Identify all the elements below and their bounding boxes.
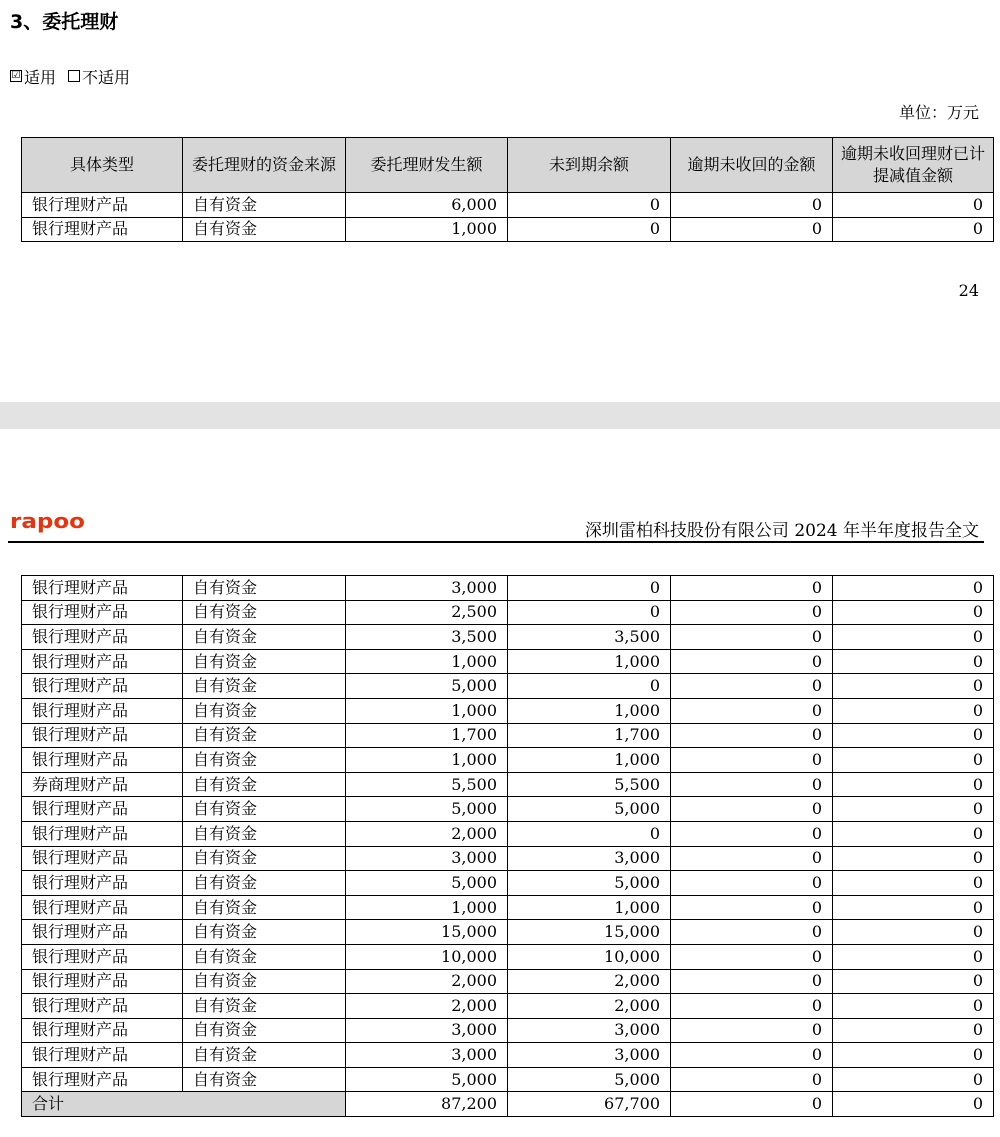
header-fund-source: 委托理财的资金来源 [183,138,346,193]
applicability-options [10,65,142,88]
cell-amount: 1,000 [346,217,508,242]
table-row [22,625,994,650]
cell-unexpired-balance: 0 [508,193,671,218]
cell-amount: 6,000 [346,193,508,218]
cell-overdue-amount: 0 [671,944,833,969]
cell-unexpired-balance: 1,000 [508,895,671,920]
cell-amount: 2,000 [346,821,508,846]
total-unexpired-balance: 67,700 [508,1092,671,1117]
cell-overdue-amount: 0 [671,969,833,994]
cell-type: 银行理财产品 [22,895,183,920]
table-row [22,576,994,601]
cell-unexpired-balance: 5,000 [508,871,671,896]
cell-fund-source: 自有资金 [183,625,346,650]
table-row [22,772,994,797]
cell-type: 银行理财产品 [22,944,183,969]
cell-fund-source: 自有资金 [183,994,346,1019]
cell-unexpired-balance: 0 [508,821,671,846]
cell-unexpired-balance: 3,000 [508,1018,671,1043]
not-applicable-option [68,65,130,88]
table-row [22,674,994,699]
table-row [22,1043,994,1068]
cell-amount: 5,500 [346,772,508,797]
cell-unexpired-balance: 5,000 [508,1067,671,1092]
table-row [22,846,994,871]
table-row [22,193,994,218]
table-row [22,600,994,625]
cell-unexpired-balance: 1,700 [508,723,671,748]
cell-overdue-amount: 0 [671,748,833,773]
cell-fund-source: 自有资金 [183,576,346,601]
cell-fund-source: 自有资金 [183,698,346,723]
header-type: 具体类型 [22,138,183,193]
checked-box-icon: ☑ [11,69,21,81]
entrusted-wealth-table-part2 [21,575,994,1117]
cell-type: 银行理财产品 [22,723,183,748]
cell-amount: 3,000 [346,846,508,871]
cell-overdue-amount: 0 [671,193,833,218]
cell-impairment: 0 [833,1043,994,1068]
table-row [22,895,994,920]
table-row [22,944,994,969]
cell-type: 银行理财产品 [22,1067,183,1092]
cell-type: 银行理财产品 [22,821,183,846]
cell-type: 银行理财产品 [22,600,183,625]
cell-fund-source: 自有资金 [183,1018,346,1043]
cell-overdue-amount: 0 [671,723,833,748]
cell-overdue-amount: 0 [671,821,833,846]
cell-overdue-amount: 0 [671,674,833,699]
table-row [22,920,994,945]
cell-fund-source: 自有资金 [183,846,346,871]
cell-overdue-amount: 0 [671,994,833,1019]
cell-overdue-amount: 0 [671,698,833,723]
page-25 [0,429,1000,1137]
cell-fund-source: 自有资金 [183,600,346,625]
cell-overdue-amount: 0 [671,797,833,822]
cell-type: 银行理财产品 [22,994,183,1019]
applicable-option [10,65,56,88]
page-number: 24 [958,281,979,300]
unit-label: 单位：万元 [898,103,979,122]
cell-type: 银行理财产品 [22,193,183,218]
cell-overdue-amount: 0 [671,649,833,674]
cell-fund-source: 自有资金 [183,723,346,748]
table-row [22,871,994,896]
cell-overdue-amount: 0 [671,871,833,896]
cell-impairment: 0 [833,797,994,822]
cell-overdue-amount: 0 [671,772,833,797]
cell-overdue-amount: 0 [671,846,833,871]
cell-overdue-amount: 0 [671,600,833,625]
cell-unexpired-balance: 0 [508,217,671,242]
cell-amount: 1,000 [346,895,508,920]
cell-impairment: 0 [833,625,994,650]
table-row [22,217,994,242]
cell-amount: 3,500 [346,625,508,650]
cell-type: 银行理财产品 [22,871,183,896]
cell-impairment: 0 [833,1067,994,1092]
unchecked-box-icon [68,70,80,82]
cell-impairment: 0 [833,576,994,601]
table-row [22,723,994,748]
cell-type: 银行理财产品 [22,217,183,242]
cell-impairment: 0 [833,193,994,218]
cell-amount: 10,000 [346,944,508,969]
cell-type: 银行理财产品 [22,1043,183,1068]
cell-unexpired-balance: 15,000 [508,920,671,945]
header-impairment: 逾期未收回理财已计提减值金额 [833,138,994,193]
header-amount: 委托理财发生额 [346,138,508,193]
cell-impairment: 0 [833,920,994,945]
cell-overdue-amount: 0 [671,217,833,242]
cell-amount: 5,000 [346,871,508,896]
cell-type: 银行理财产品 [22,649,183,674]
cell-type: 银行理财产品 [22,698,183,723]
cell-impairment: 0 [833,846,994,871]
cell-type: 银行理财产品 [22,748,183,773]
cell-overdue-amount: 0 [671,1018,833,1043]
table-row [22,821,994,846]
cell-type: 银行理财产品 [22,625,183,650]
cell-fund-source: 自有资金 [183,674,346,699]
header-divider [8,541,984,543]
not-applicable-label: 不适用 [82,68,131,87]
cell-fund-source: 自有资金 [183,1067,346,1092]
cell-amount: 3,000 [346,1018,508,1043]
cell-fund-source: 自有资金 [183,748,346,773]
cell-amount: 2,000 [346,969,508,994]
cell-fund-source: 自有资金 [183,944,346,969]
cell-type: 银行理财产品 [22,969,183,994]
cell-amount: 2,000 [346,994,508,1019]
table-row [22,797,994,822]
cell-amount: 1,000 [346,748,508,773]
header-unexpired-balance: 未到期余额 [508,138,671,193]
cell-impairment: 0 [833,1018,994,1043]
cell-type: 银行理财产品 [22,674,183,699]
section-title: 3、委托理财 [10,11,119,33]
total-row [22,1092,994,1117]
table-row [22,748,994,773]
cell-impairment: 0 [833,698,994,723]
cell-type: 银行理财产品 [22,797,183,822]
cell-overdue-amount: 0 [671,895,833,920]
table-row [22,1018,994,1043]
cell-amount: 3,000 [346,576,508,601]
cell-impairment: 0 [833,600,994,625]
cell-unexpired-balance: 1,000 [508,649,671,674]
cell-amount: 1,000 [346,649,508,674]
cell-fund-source: 自有资金 [183,920,346,945]
cell-type: 银行理财产品 [22,920,183,945]
cell-fund-source: 自有资金 [183,821,346,846]
cell-unexpired-balance: 2,000 [508,969,671,994]
table-header-row [22,138,994,193]
cell-amount: 2,500 [346,600,508,625]
cell-amount: 5,000 [346,797,508,822]
cell-impairment: 0 [833,723,994,748]
table-row [22,969,994,994]
cell-amount: 15,000 [346,920,508,945]
cell-fund-source: 自有资金 [183,895,346,920]
cell-type: 银行理财产品 [22,576,183,601]
cell-impairment: 0 [833,994,994,1019]
cell-unexpired-balance: 2,000 [508,994,671,1019]
cell-fund-source: 自有资金 [183,969,346,994]
table-row [22,994,994,1019]
cell-fund-source: 自有资金 [183,871,346,896]
cell-type: 银行理财产品 [22,846,183,871]
cell-impairment: 0 [833,871,994,896]
cell-unexpired-balance: 1,000 [508,698,671,723]
cell-fund-source: 自有资金 [183,1043,346,1068]
cell-unexpired-balance: 3,000 [508,846,671,871]
cell-impairment: 0 [833,217,994,242]
page-24 [0,0,1000,402]
cell-type: 银行理财产品 [22,1018,183,1043]
cell-amount: 1,000 [346,698,508,723]
cell-unexpired-balance: 3,000 [508,1043,671,1068]
cell-impairment: 0 [833,649,994,674]
cell-fund-source: 自有资金 [183,193,346,218]
cell-fund-source: 自有资金 [183,772,346,797]
cell-amount: 1,700 [346,723,508,748]
cell-type: 券商理财产品 [22,772,183,797]
cell-amount: 5,000 [346,674,508,699]
cell-impairment: 0 [833,821,994,846]
cell-impairment: 0 [833,748,994,773]
table-row [22,1067,994,1092]
cell-overdue-amount: 0 [671,625,833,650]
cell-unexpired-balance: 0 [508,576,671,601]
cell-amount: 3,000 [346,1043,508,1068]
total-overdue-amount: 0 [671,1092,833,1117]
table-row [22,649,994,674]
cell-overdue-amount: 0 [671,576,833,601]
applicable-label: 适用 [24,68,57,87]
cell-fund-source: 自有资金 [183,649,346,674]
table-row [22,698,994,723]
report-title: 深圳雷柏科技股份有限公司 2024 年半年度报告全文 [584,521,979,541]
cell-unexpired-balance: 10,000 [508,944,671,969]
total-amount: 87,200 [346,1092,508,1117]
cell-impairment: 0 [833,772,994,797]
cell-overdue-amount: 0 [671,920,833,945]
total-label: 合计 [22,1092,346,1117]
cell-amount: 5,000 [346,1067,508,1092]
entrusted-wealth-table-part1 [21,137,994,242]
cell-impairment: 0 [833,969,994,994]
cell-overdue-amount: 0 [671,1043,833,1068]
total-impairment: 0 [833,1092,994,1117]
header-overdue-amount: 逾期未收回的金额 [671,138,833,193]
cell-impairment: 0 [833,674,994,699]
page-gap [0,402,1000,429]
rapoo-logo: rapoo [10,509,85,533]
cell-fund-source: 自有资金 [183,217,346,242]
cell-overdue-amount: 0 [671,1067,833,1092]
cell-unexpired-balance: 1,000 [508,748,671,773]
cell-unexpired-balance: 0 [508,674,671,699]
cell-impairment: 0 [833,944,994,969]
cell-unexpired-balance: 5,500 [508,772,671,797]
cell-fund-source: 自有资金 [183,797,346,822]
cell-unexpired-balance: 0 [508,600,671,625]
cell-impairment: 0 [833,895,994,920]
cell-unexpired-balance: 5,000 [508,797,671,822]
cell-unexpired-balance: 3,500 [508,625,671,650]
